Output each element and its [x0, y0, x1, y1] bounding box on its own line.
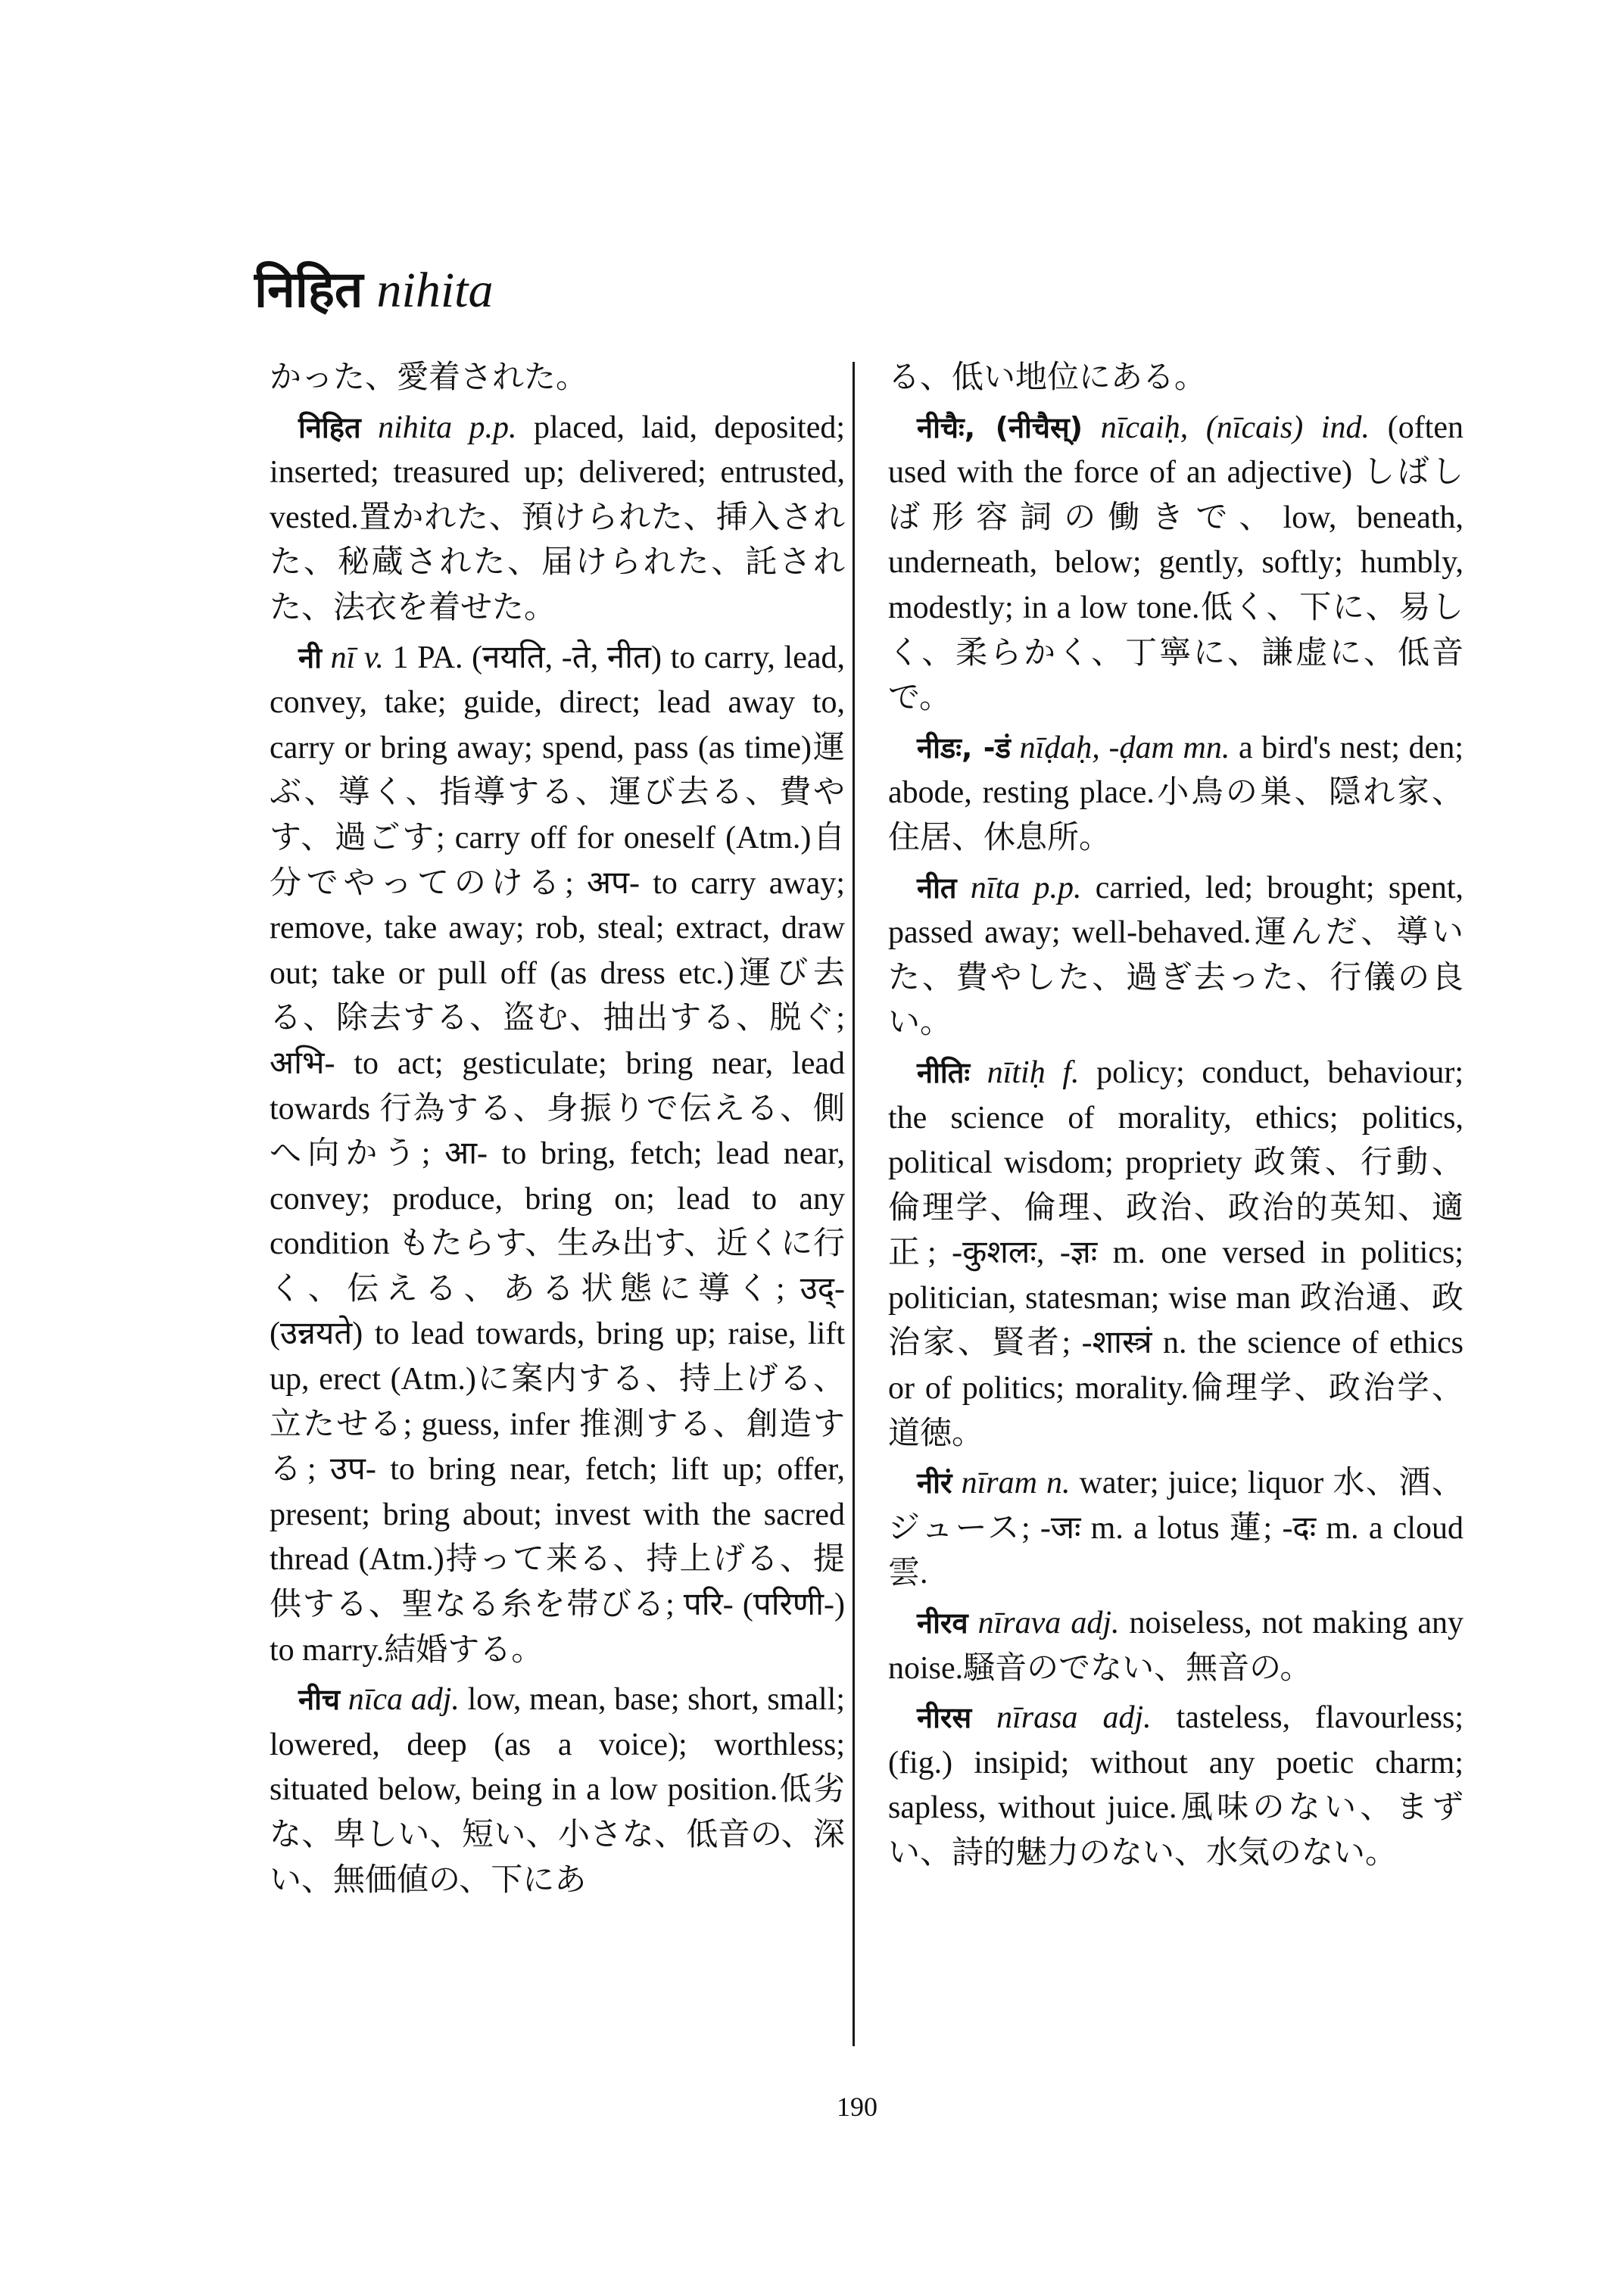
entry-definition: 1 PA. (नयति, -ते, नीत) to carry, lead, convey, take; guide, direct; lead away to, carry or bring away; spend, pass (as time)運ぶ、導く、指導する、運び去る、費やす、過ごす; carry off for oneself (Atm.)自分でやってのける; अप- to carry away; remove, take away; rob, steal; extract, draw out; take or pull off (as dress etc.)運び去る、除去する、盗む、抽出する、脱ぐ; अभि- to act; gesticulate; bring near, lead towards 行為する、身振りで伝える、側へ向かう; आ- to bring, fetch; lead near, convey; produce, bring on; lead to any condition もたらす、生み出す、近くに行く、伝える、ある状態に導く; उद्- (उन्नयते) to lead towards, bring up; raise, lift up, erect (Atm.)に案内する、持上げる、立たせる; guess, infer 推測する、創造する; उप- to bring near, fetch; lift up; offer, present; bring about; invest with the sacred thread (Atm.)持って来る、持上げる、提供する、聖なる糸を帯びる; परि- (परिणी-) to marry.結婚する。	[270, 640, 846, 1668]
entry-transliteration: nīcaiḥ, (nīcais)	[1100, 410, 1304, 445]
dictionary-entry	[270, 406, 845, 631]
entry-definition: noiseless, not making any noise.騒音のでない、無音の。	[888, 1606, 1464, 1686]
entry-definition: (often used with the force of an adjective) しばしば形容詞の働きで、low, beneath, underneath, below; gently, softly; humbly, modestly; in a low tone.低く、下に、易しく、柔らかく、丁寧に、謙虚に、低音で。	[888, 410, 1463, 716]
entry-headword: नीत	[917, 871, 957, 905]
running-head	[254, 260, 494, 319]
entry-headword: नीरस	[917, 1701, 972, 1735]
entry-definition: placed, laid, deposited; inserted; treasured up; delivered; entrusted, vested.置かれた、預けられた、挿入された、秘蔵された、届けられた、託された、法衣を着せた。	[270, 410, 846, 625]
running-head-devanagari: निहित	[254, 260, 363, 319]
entry-transliteration: nīrava	[977, 1606, 1061, 1641]
continuation-text: かった、愛着された。	[270, 360, 588, 395]
entry-grammar: p.p.	[469, 410, 517, 445]
entry-grammar: ind.	[1320, 410, 1370, 445]
entry-grammar: n.	[1046, 1466, 1071, 1501]
entry-transliteration: nī	[330, 640, 356, 675]
entry-transliteration: nīta	[970, 870, 1021, 905]
entry-grammar: adj.	[410, 1682, 460, 1718]
entry-grammar: p.p.	[1033, 870, 1082, 905]
entry-transliteration: nīḍaḥ, -ḍam	[1019, 730, 1174, 765]
entry-headword: निहित	[298, 410, 361, 444]
right-column	[888, 356, 1463, 1881]
entry-headword: नीडः, -डं	[917, 731, 1011, 765]
entry-definition: carried, led; brought; spent, passed away; well-behaved.運んだ、導いた、費やした、過ぎ去った、行儀の良い。	[888, 870, 1464, 1041]
entry-headword: नीरव	[917, 1606, 968, 1640]
dictionary-entry	[888, 1601, 1463, 1691]
dictionary-entry	[888, 406, 1463, 721]
continuation-text: る、低い地位にある。	[888, 360, 1207, 395]
dictionary-entry	[270, 636, 845, 1674]
dictionary-entry	[270, 1678, 845, 1903]
dictionary-entry	[888, 1051, 1463, 1456]
entry-headword: नीच	[298, 1683, 341, 1717]
entry-transliteration: nīram	[961, 1466, 1037, 1501]
entry-grammar: adj.	[1071, 1606, 1120, 1641]
entry-transliteration: nīrasa	[996, 1700, 1078, 1736]
running-head-roman: nihita	[376, 263, 494, 318]
entry-grammar: adj.	[1102, 1700, 1152, 1736]
entry-grammar: v.	[363, 640, 384, 675]
entry-headword: नी	[298, 640, 322, 675]
entry-transliteration: nīca	[348, 1682, 404, 1718]
dictionary-entry	[888, 866, 1463, 1046]
entry-transliteration: nihita	[378, 410, 453, 445]
entry-definition: a bird's nest; den; abode, resting place.小鳥の巣、隠れ家、住居、休息所。	[888, 730, 1463, 855]
dictionary-entry	[888, 1461, 1463, 1597]
left-column	[270, 356, 845, 1908]
dictionary-entry	[888, 1696, 1463, 1876]
entry-headword: नीरं	[917, 1466, 952, 1500]
entry-headword: नीतिः	[917, 1055, 971, 1089]
entry-definition: policy; conduct, behaviour; the science of morality, ethics; politics, political wisdom; propriety 政策、行動、倫理学、倫理、政治、政治的英知、適正; -कुशलः, -ज्ञः m. one versed in politics; politician, statesman; wise man 政治通、政治家、賢者; -शास्त्रं n. the science of ethics or of politics; morality.倫理学、政治学、道徳。	[888, 1055, 1463, 1451]
entry-headword: नीचैः, (नीचैस्)	[917, 410, 1083, 444]
entry-grammar: mn.	[1183, 730, 1230, 765]
entry-definition: water; juice; liquor 水、酒、ジュース; -जः m. a lotus 蓮; -दः m. a cloud 雲.	[888, 1466, 1464, 1591]
entry-transliteration: nītiḥ	[987, 1055, 1046, 1090]
dictionary-entry	[888, 726, 1463, 861]
column-divider	[853, 362, 855, 2046]
entry-grammar: f.	[1062, 1055, 1080, 1090]
page-number: 190	[837, 2092, 877, 2122]
entry-definition: tasteless, flavourless; (fig.) insipid; without any poetic charm; sapless, without juice.風味のない、まずい、詩的魅力のない、水気のない。	[888, 1700, 1463, 1871]
entry-definition: low, mean, base; short, small; lowered, deep (as a voice); worthless; situated below, being in a low position.低劣な、卑しい、短い、小さな、低音の、深い、無価値の、下にあ	[270, 1682, 846, 1898]
